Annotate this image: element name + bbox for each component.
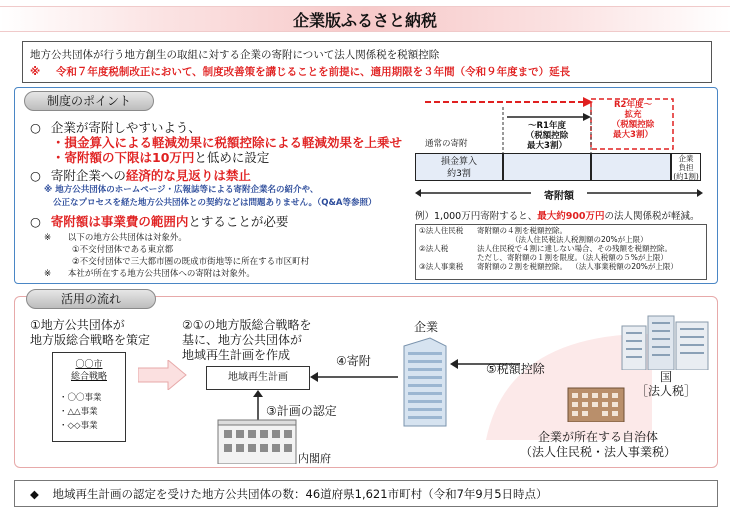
label-r2: R2年度～ 拡充 （税額控除 最大3割） — [611, 100, 655, 140]
company-label: 企業 — [414, 320, 439, 334]
point-3-note-mark-2: ※ — [44, 269, 52, 279]
strategy-document-title: 〇〇市 総合戦略 — [70, 360, 107, 382]
local-government-label: 企業が所在する自治体 （法人住民税・法人事業税） — [519, 430, 676, 459]
step-4: ④寄附 — [336, 354, 371, 368]
intro-note-text: 令和７年度税制改正において、制度改善策を講じることを前提に、適用期限を３年間（令和９年度まで）延長 — [55, 66, 571, 78]
r1-arrow-head — [583, 113, 591, 121]
point-3-note-1-text: 以下の地方公共団体は対象外。 — [67, 233, 187, 243]
flow-tab: 活用の流れ — [26, 289, 156, 309]
point-2-note-2: 公正なプロセスを経た地方公共団体との契約などは問題ありません。（Q&A等参照） — [53, 198, 377, 208]
approval-arrow-icon — [252, 390, 264, 420]
tax-item-3-note: （法人事業税額の20%が上限） — [575, 262, 678, 271]
tax-breakdown — [419, 226, 678, 271]
point-3 — [30, 212, 288, 230]
tax-item-2-label: ②法人税 — [419, 244, 449, 253]
donation-arrow-right — [697, 189, 703, 197]
national-tax-label: 国 ［法人税］ — [636, 370, 697, 398]
bottom-note-mark: ◆ — [30, 487, 39, 501]
tax-item-1 — [419, 226, 678, 235]
tax-diagram — [415, 93, 707, 283]
donation-arrow-tip — [310, 372, 318, 382]
example-line — [415, 208, 700, 222]
page-title: 企業版ふるさと納税 — [292, 11, 437, 30]
point-3-note-4-text: 本社が所在する地方公共団体への寄附は対象外。 — [67, 269, 255, 279]
point-2-red: 経済的な見返りは禁止 — [125, 168, 251, 183]
strategy-item-2: ・△△事業 — [59, 407, 98, 417]
example-pre: 例）1,000万円寄附すると、 — [415, 211, 538, 222]
step-5: ⑤税額控除 — [486, 362, 545, 376]
tax-credit-arrow-tip — [450, 359, 458, 369]
point-2-mark: ○ — [30, 168, 41, 183]
intro-line-1: 地方公共団体が行う地方創生の取組に対する企業の寄附について法人関係税を税額控除 — [30, 49, 440, 61]
point-3-rest: とすることが必要 — [188, 214, 289, 229]
donation-arrow-icon — [310, 370, 400, 384]
tax-item-1-text: 寄附額の４割を税額控除。 — [477, 226, 567, 235]
tax-item-3-label: ③法人事業税 — [419, 262, 464, 271]
example-post: の法人関係税が軽減。 — [604, 211, 700, 222]
point-3-note-4 — [44, 267, 255, 279]
tax-item-2 — [419, 244, 678, 253]
tax-item-2-text: 法人住民税で４割に達しない場合、その残額を税額控除。 — [477, 244, 672, 253]
point-2-note-1: ※ 地方公共団体のホームページ・広報誌等による寄附企業名の紹介や、 — [44, 185, 319, 195]
company-building-windows — [408, 352, 442, 419]
point-1-text: 企業が寄附しやすいよう、 — [50, 120, 201, 135]
label-r1: ～R1年度 （税額控除 最大3割） — [525, 121, 569, 151]
tax-item-2-note: ただし、寄附額の１割を限度。（法人税額の５%が上限） — [477, 253, 668, 262]
intro-line-2 — [30, 64, 570, 79]
donation-arrow-left — [415, 189, 421, 197]
point-1-b — [52, 148, 269, 166]
local-government-building-icon — [566, 384, 626, 422]
step-1: ①地方公共団体が 地方版総合戦略を策定 — [30, 318, 151, 347]
country-tower-2 — [648, 316, 674, 370]
cell-loss-deduction: 損金算入 約3割 — [415, 153, 503, 181]
point-2-pre: 寄附企業への — [50, 168, 126, 183]
tax-item-3 — [419, 262, 678, 271]
company-building-icon — [400, 336, 450, 428]
point-3-note-3: ②不交付団体で三大都市圏の既成市街地等に所在する市区町村 — [72, 257, 310, 267]
national-government-building-icon — [620, 312, 712, 370]
point-2 — [30, 166, 251, 184]
strategy-document-items — [59, 391, 119, 433]
tax-item-3-text: 寄附額の２割を税額控除。 — [477, 262, 567, 271]
cabinet-office-building-icon — [216, 418, 298, 464]
approval-arrow-tip — [253, 390, 263, 397]
cabinet-office-label: 内閣府 — [298, 452, 331, 465]
label-donation-amount: 寄附額 — [531, 187, 587, 201]
point-3-note-2: ①不交付団体である東京都 — [72, 245, 174, 255]
point-1-b-rest: と低めに設定 — [194, 150, 270, 165]
point-1-a: ・損金算入による軽減効果に税額控除による軽減効果を上乗せ — [52, 135, 403, 150]
step-3: ③計画の認定 — [266, 404, 337, 418]
example-red: 最大約900万円 — [537, 211, 605, 222]
point-1-mark: ○ — [30, 120, 41, 135]
strategy-item-3: ・◇◇事業 — [59, 421, 98, 431]
label-normal-donation: 通常の寄附 — [425, 139, 468, 149]
points-tab: 制度のポイント — [24, 91, 154, 111]
step-2: ②①の地方版総合戦略を 基に、地方公共団体が 地域再生計画を作成 — [182, 318, 312, 362]
tax-item-1-note: （法人住民税法人税割額の20%が上限） — [511, 235, 648, 244]
point-1-b-red: ・寄附額の下限は10万円 — [52, 150, 195, 165]
point-3-note-mark-1: ※ — [44, 233, 52, 243]
point-3-red: 寄附額は事業費の範囲内 — [50, 214, 189, 229]
cell-r1-credit — [503, 153, 591, 181]
flow-arrow-shape — [138, 360, 186, 390]
intro-note-mark: ※ — [30, 66, 41, 78]
strategy-item-1: ・〇〇事業 — [59, 393, 102, 403]
strategy-document-icon — [52, 352, 126, 442]
bottom-note — [30, 486, 548, 502]
cell-company-burden: 企業 負担 (約1割) — [671, 153, 701, 181]
flow-arrow-icon — [138, 360, 188, 390]
regional-plan-box: 地域再生計画 — [206, 366, 310, 390]
point-3-mark: ○ — [30, 214, 41, 229]
cell-r2-credit — [591, 153, 671, 181]
company-building-body — [404, 338, 446, 426]
point-3-note-1 — [44, 231, 187, 243]
tax-item-1-label: ①法人住民税 — [419, 226, 464, 235]
bottom-note-text: 地域再生計画の認定を受けた地方公共団体の数：46道府県1,621市町村（令和7年9月5日時点） — [52, 487, 548, 501]
cabinet-building-roof — [218, 420, 296, 425]
